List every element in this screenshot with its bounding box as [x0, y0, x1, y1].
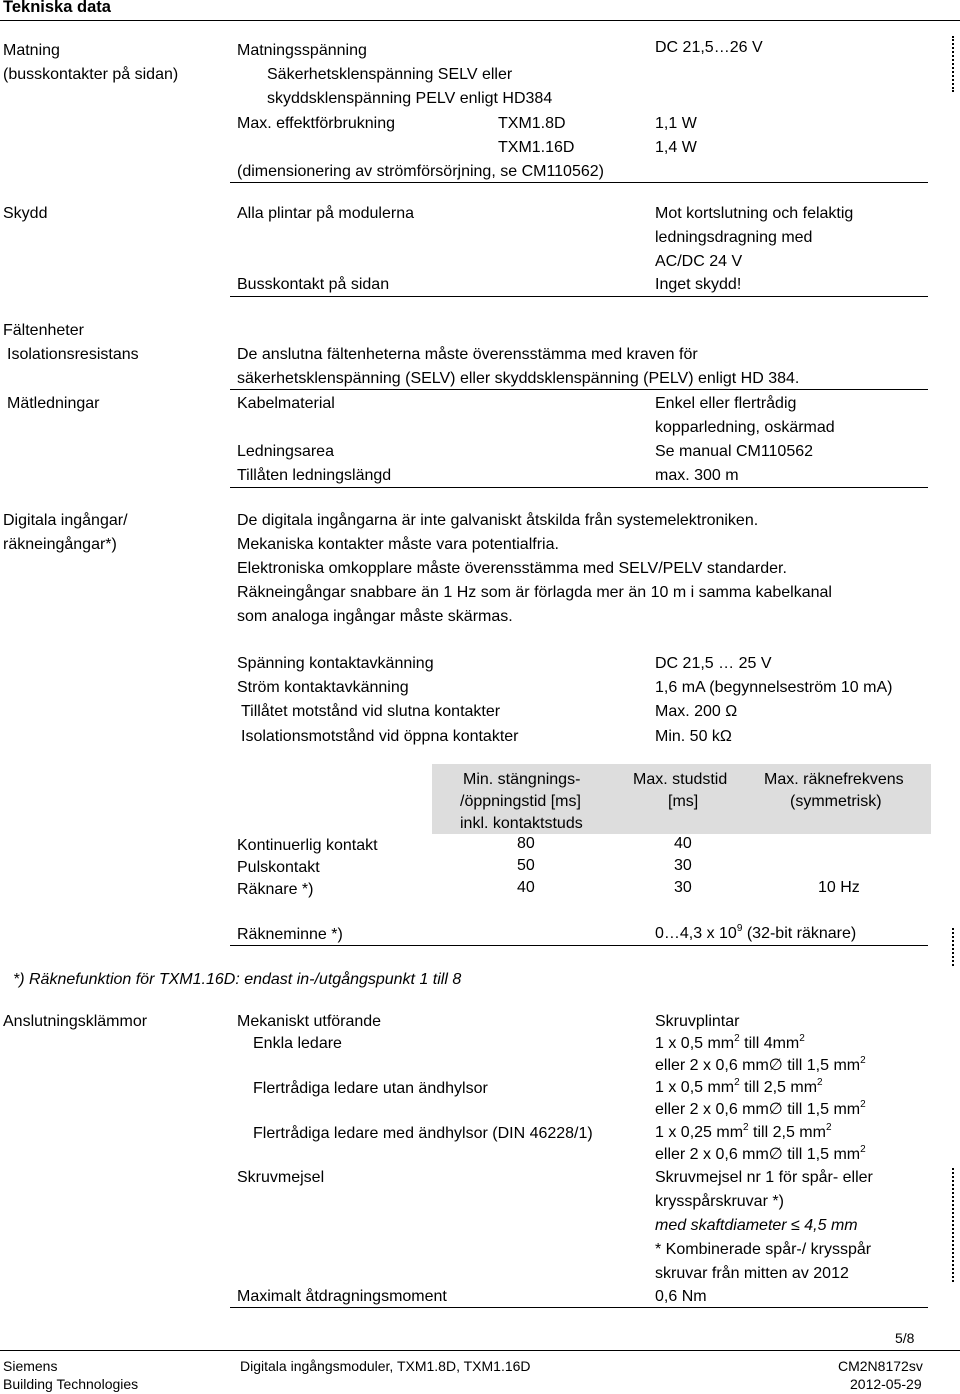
flertradiga-med-value-1: 1 x 0,25 $mm^2$ till 2,5 $mm^2$ [655, 1122, 832, 1141]
faltenheter-label: Fältenheter [3, 322, 84, 339]
table-cell: 40 [517, 879, 535, 896]
motstand-label: Tillåtet motstånd vid slutna kontakter [241, 703, 501, 720]
dimension-note: (dimensionering av strömförsörjning, se CM110562) [237, 163, 604, 180]
strom-label: Ström kontaktavkänning [237, 679, 409, 696]
spanning-value: DC 21,5 … 25 V [655, 655, 772, 672]
plintar-label: Alla plintar på modulerna [237, 205, 414, 222]
plintar-value-1: Mot kortslutning och felaktig [655, 205, 854, 222]
digitala-text-5: som analoga ingångar måste skärmas. [237, 608, 513, 625]
table-cell: 30 [674, 879, 692, 896]
mekaniskt-value: Skruvplintar [655, 1013, 740, 1030]
margin-marker [952, 36, 959, 92]
isolationsresistans-text-1: De anslutna fältenheterna måste överensstämma med kraven för [237, 346, 698, 363]
table-row-label: Kontinuerlig kontakt [237, 837, 378, 854]
ledningsarea-label: Ledningsarea [237, 443, 334, 460]
rakneminne-value: 0…4,3 x $10^9$ (32-bit räknare) [655, 923, 857, 942]
motstand-value: Max. 200 Ω [655, 703, 738, 720]
ledningslangd-value: max. 300 m [655, 467, 739, 484]
flertradiga-med-value-2: eller 2 x 0,6 mm∅ till 1,5 $mm^2$ [655, 1144, 866, 1163]
diameter-icon: ∅ [768, 1146, 783, 1163]
selv-text-1: Säkerhetsklenspänning SELV eller [267, 66, 513, 83]
plintar-value-2: ledningsdragning med [655, 229, 813, 246]
table-cell: 80 [517, 835, 535, 852]
col3-header-2: (symmetrisk) [790, 793, 882, 810]
flertradiga-utan-value-1: 1 x 0,5 $mm^2$ till 2,5 $mm^2$ [655, 1077, 823, 1096]
matningsspanning-value: DC 21,5…26 V [655, 39, 763, 56]
moment-value: 0,6 Nm [655, 1288, 707, 1305]
table-cell: 30 [674, 857, 692, 874]
table-cell: 40 [674, 835, 692, 852]
table-row-label: Räknare *) [237, 881, 314, 898]
txm116d-label: TXM1.16D [498, 139, 575, 156]
anslutning-label: Anslutningsklämmor [3, 1013, 148, 1030]
digitala-text-4: Räkneingångar snabbare än 1 Hz som är förlagda mer än 10 m i samma kabelkanal [237, 584, 832, 601]
digitala-text-2: Mekaniska kontakter måste vara potentialfria. [237, 536, 559, 553]
skruvmejsel-value-1: Skruvmejsel nr 1 för spår- eller [655, 1169, 873, 1186]
col2-header-2: [ms] [668, 793, 699, 810]
table-cell: 10 Hz [818, 879, 860, 896]
matning-sublabel: (busskontakter på sidan) [3, 66, 179, 83]
spanning-label: Spänning kontaktavkänning [237, 655, 434, 672]
footer-company: Siemens [3, 1358, 58, 1374]
enkla-ledare-value-2: eller 2 x 0,6 mm∅ till 1,5 $mm^2$ [655, 1055, 866, 1074]
digitala-text-1: De digitala ingångarna är inte galvaniskt åtskilda från systemelektroniken. [237, 512, 759, 529]
isolationsmotstand-value: Min. 50 kΩ [655, 728, 732, 745]
flertradiga-med-label: Flertrådiga ledare med ändhylsor (DIN 46228/1) [253, 1125, 593, 1142]
digitala-text-3: Elektroniska omkopplare måste överensstämma med SELV/PELV standarder. [237, 560, 787, 577]
skydd-rule [230, 296, 928, 297]
effekt-label: Max. effektförbrukning [237, 115, 396, 132]
flertradiga-utan-label: Flertrådiga ledare utan ändhylsor [253, 1080, 488, 1097]
col3-header-1: Max. räknefrekvens [764, 771, 904, 788]
col2-header-1: Max. studstid [633, 771, 728, 788]
table-cell: 50 [517, 857, 535, 874]
diameter-icon: ∅ [768, 1057, 783, 1074]
margin-marker [952, 1168, 959, 1282]
isolation-rule [230, 389, 928, 390]
matningsspanning-label: Matningsspänning [237, 42, 367, 59]
margin-marker [952, 928, 959, 966]
isolationsresistans-text-2: säkerhetsklenspänning (SELV) eller skyddsklenspänning (PELV) enligt HD 384. [237, 370, 800, 387]
footer-doc-id: CM2N8172sv [838, 1358, 923, 1374]
txm116d-value: 1,4 W [655, 139, 697, 156]
moment-label: Maximalt åtdragningsmoment [237, 1288, 447, 1305]
footnote: *) Räknefunktion för TXM1.16D: endast in-/utgångspunkt 1 till 8 [13, 971, 462, 988]
ledningsarea-value: Se manual CM110562 [655, 443, 814, 460]
skruvmejsel-value-4: * Kombinerade spår-/ krysspår [655, 1241, 872, 1258]
footer-date: 2012-05-29 [850, 1376, 922, 1392]
footer-rule [0, 1350, 960, 1351]
enkla-ledare-label: Enkla ledare [253, 1035, 342, 1052]
kabelmaterial-label: Kabelmaterial [237, 395, 335, 412]
diameter-icon: ∅ [768, 1101, 783, 1118]
flertradiga-utan-value-2: eller 2 x 0,6 mm∅ till 1,5 $mm^2$ [655, 1099, 866, 1118]
matledningar-rule [230, 487, 928, 488]
footer-doc-title: Digitala ingångsmoduler, TXM1.8D, TXM1.16D [240, 1358, 531, 1374]
page-number: 5/8 [895, 1330, 915, 1346]
strom-value: 1,6 mA (begynnelseström 10 mA) [655, 679, 893, 696]
matning-label: Matning [3, 42, 60, 59]
ledningslangd-label: Tillåten ledningslängd [237, 467, 392, 484]
isolationsresistans-label: Isolationsresistans [7, 346, 139, 363]
skydd-label: Skydd [3, 205, 48, 222]
plintar-value-3: AC/DC 24 V [655, 253, 743, 270]
busskontakt-value: Inget skydd! [655, 276, 742, 293]
digitala-label-1: Digitala ingångar/ [3, 512, 128, 529]
skruvmejsel-value-3: med skaftdiameter ≤ 4,5 mm [655, 1217, 858, 1234]
mekaniskt-label: Mekaniskt utförande [237, 1013, 382, 1030]
txm18d-label: TXM1.8D [498, 115, 566, 132]
skruvmejsel-value-5: skruvar från mitten av 2012 [655, 1265, 849, 1282]
rakneminne-rule [230, 945, 928, 946]
anslutning-rule [230, 1307, 928, 1308]
matning-rule [230, 182, 928, 183]
table-row-label: Pulskontakt [237, 859, 320, 876]
isolationsmotstand-label: Isolationsmotstånd vid öppna kontakter [241, 728, 519, 745]
busskontakt-label: Busskontakt på sidan [237, 276, 390, 293]
enkla-ledare-value-1: 1 x 0,5 $mm^2$ till $4mm^2$ [655, 1033, 805, 1052]
col1-header-3: inkl. kontaktstuds [460, 815, 583, 832]
txm18d-value: 1,1 W [655, 115, 697, 132]
matledningar-label: Mätledningar [7, 395, 100, 412]
skruvmejsel-label: Skruvmejsel [237, 1169, 325, 1186]
kabelmaterial-value-1: Enkel eller flertrådig [655, 395, 797, 412]
page-heading: Tekniska data [3, 0, 111, 16]
skruvmejsel-value-2: krysspårskruvar *) [655, 1193, 784, 1210]
selv-text-2: skyddsklenspänning PELV enligt HD384 [267, 90, 553, 107]
kabelmaterial-value-2: kopparledning, oskärmad [655, 419, 835, 436]
digitala-label-2: räkneingångar*) [3, 536, 117, 553]
rakneminne-label: Räkneminne *) [237, 926, 343, 943]
col1-header-2: /öppningstid [ms] [460, 793, 581, 810]
col1-header-1: Min. stängnings- [463, 771, 581, 788]
heading-rule [0, 20, 960, 21]
footer-division: Building Technologies [3, 1376, 139, 1392]
